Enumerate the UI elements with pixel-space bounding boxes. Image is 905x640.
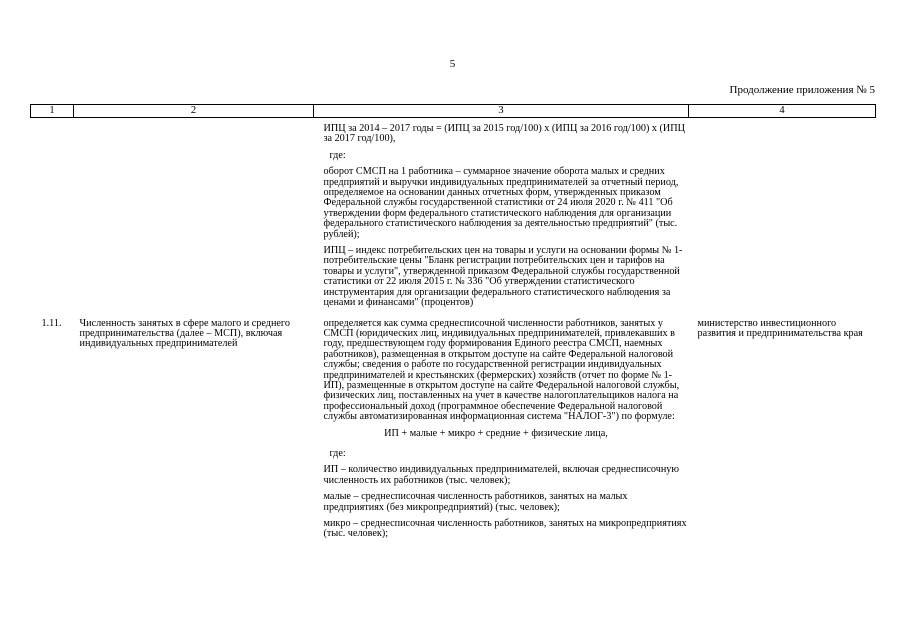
continuation-label: Продолжение приложения № 5	[729, 84, 875, 96]
def-micro: микро – среднесписочная численность работников, занятых на микропредприятиях (тыс. человек);	[323, 518, 687, 540]
def-small: малые – среднесписочная численность работников, занятых на малых предприятиях (без микропредприятий) (тыс. человек);	[323, 491, 628, 513]
ipc-definition: ИПЦ – индекс потребительских цен на товары и услуги на основании формы № 1-потребительские цены "Бланк регистрации потребительских цен и тарифов на товары и услуги", утвержденной приказом Федеральной службы государственной статистики от 22 июля 2015 г. № 336 "Об утверждении статистического инструментария для организации федерального статистического наблюдения за ценами и финансами" (процентов)	[323, 245, 683, 309]
header-col-2: 2	[74, 105, 314, 118]
row-number: 1.11.	[41, 317, 62, 329]
page-number: 5	[449, 58, 456, 70]
ipc-formula-text: ИПЦ за 2014 – 2017 годы = (ИПЦ за 2015 год/100) x (ИПЦ за 2016 год/100) x (ИПЦ за 2017 год/100),	[323, 123, 686, 145]
table-row-1-11	[31, 315, 876, 546]
employment-formula: ИП + малые + микро + средние + физические лица,	[384, 427, 608, 439]
table-header-row	[31, 105, 876, 118]
table-row-continuation	[31, 118, 876, 315]
turnover-definition: оборот СМСП на 1 работника – суммарное значение оборота малых и средних предприятий и выручки индивидуальных предпринимателей за отчетный период, определяемое на основании данных отчетных форм, утвержденных приказом Федеральной службы государственной статистики от 24 июля 2020 г. № 411 "Об утверждении форм федерального статистического наблюдения для организации федерального статистического наблюдения за деятельностью предприятий" (тыс. рублей);	[323, 166, 679, 240]
header-col-3: 3	[314, 105, 689, 118]
indicator-name: Численность занятых в сфере малого и среднего предпринимательства (далее – МСП), включая индивидуальных предпринимателей	[79, 317, 290, 350]
def-ip: ИП – количество индивидуальных предпринимателей, включая среднесписочную численность их работников (тыс. человек);	[323, 464, 679, 486]
appendix-table	[30, 104, 876, 546]
method-text: определяется как сумма среднесписочной численности работников, занятых у СМСП (юридических лиц, индивидуальных предпринимателей, привлекавших в году, предшествующем году формирования Единого реестра СМСП, наемных работников), размещенная в открытом доступе на сайте Федеральной налоговой службы; сведения о работе по государственной регистрации индивидуальных предпринимателей и крестьянских (фермерских) хозяйств (отчет по форме № 1-ИП), размещенные в открытом доступе на сайте Федеральной налоговой службы, физических лиц, поставленных на учет в качестве налогоплательщиков налога на профессиональный доход (программное обеспечение Федеральной налоговой службы автоматизированная информационная система "НАЛОГ-3") по формуле:	[323, 317, 680, 423]
header-col-4: 4	[689, 105, 876, 118]
continued-method-cell	[314, 118, 689, 315]
header-col-1: 1	[31, 105, 74, 118]
where-label-2: где:	[329, 447, 346, 459]
method-cell	[314, 315, 689, 546]
where-label: где:	[329, 149, 346, 161]
responsible-body: министерство инвестиционного развития и предпринимательства края	[697, 317, 863, 339]
